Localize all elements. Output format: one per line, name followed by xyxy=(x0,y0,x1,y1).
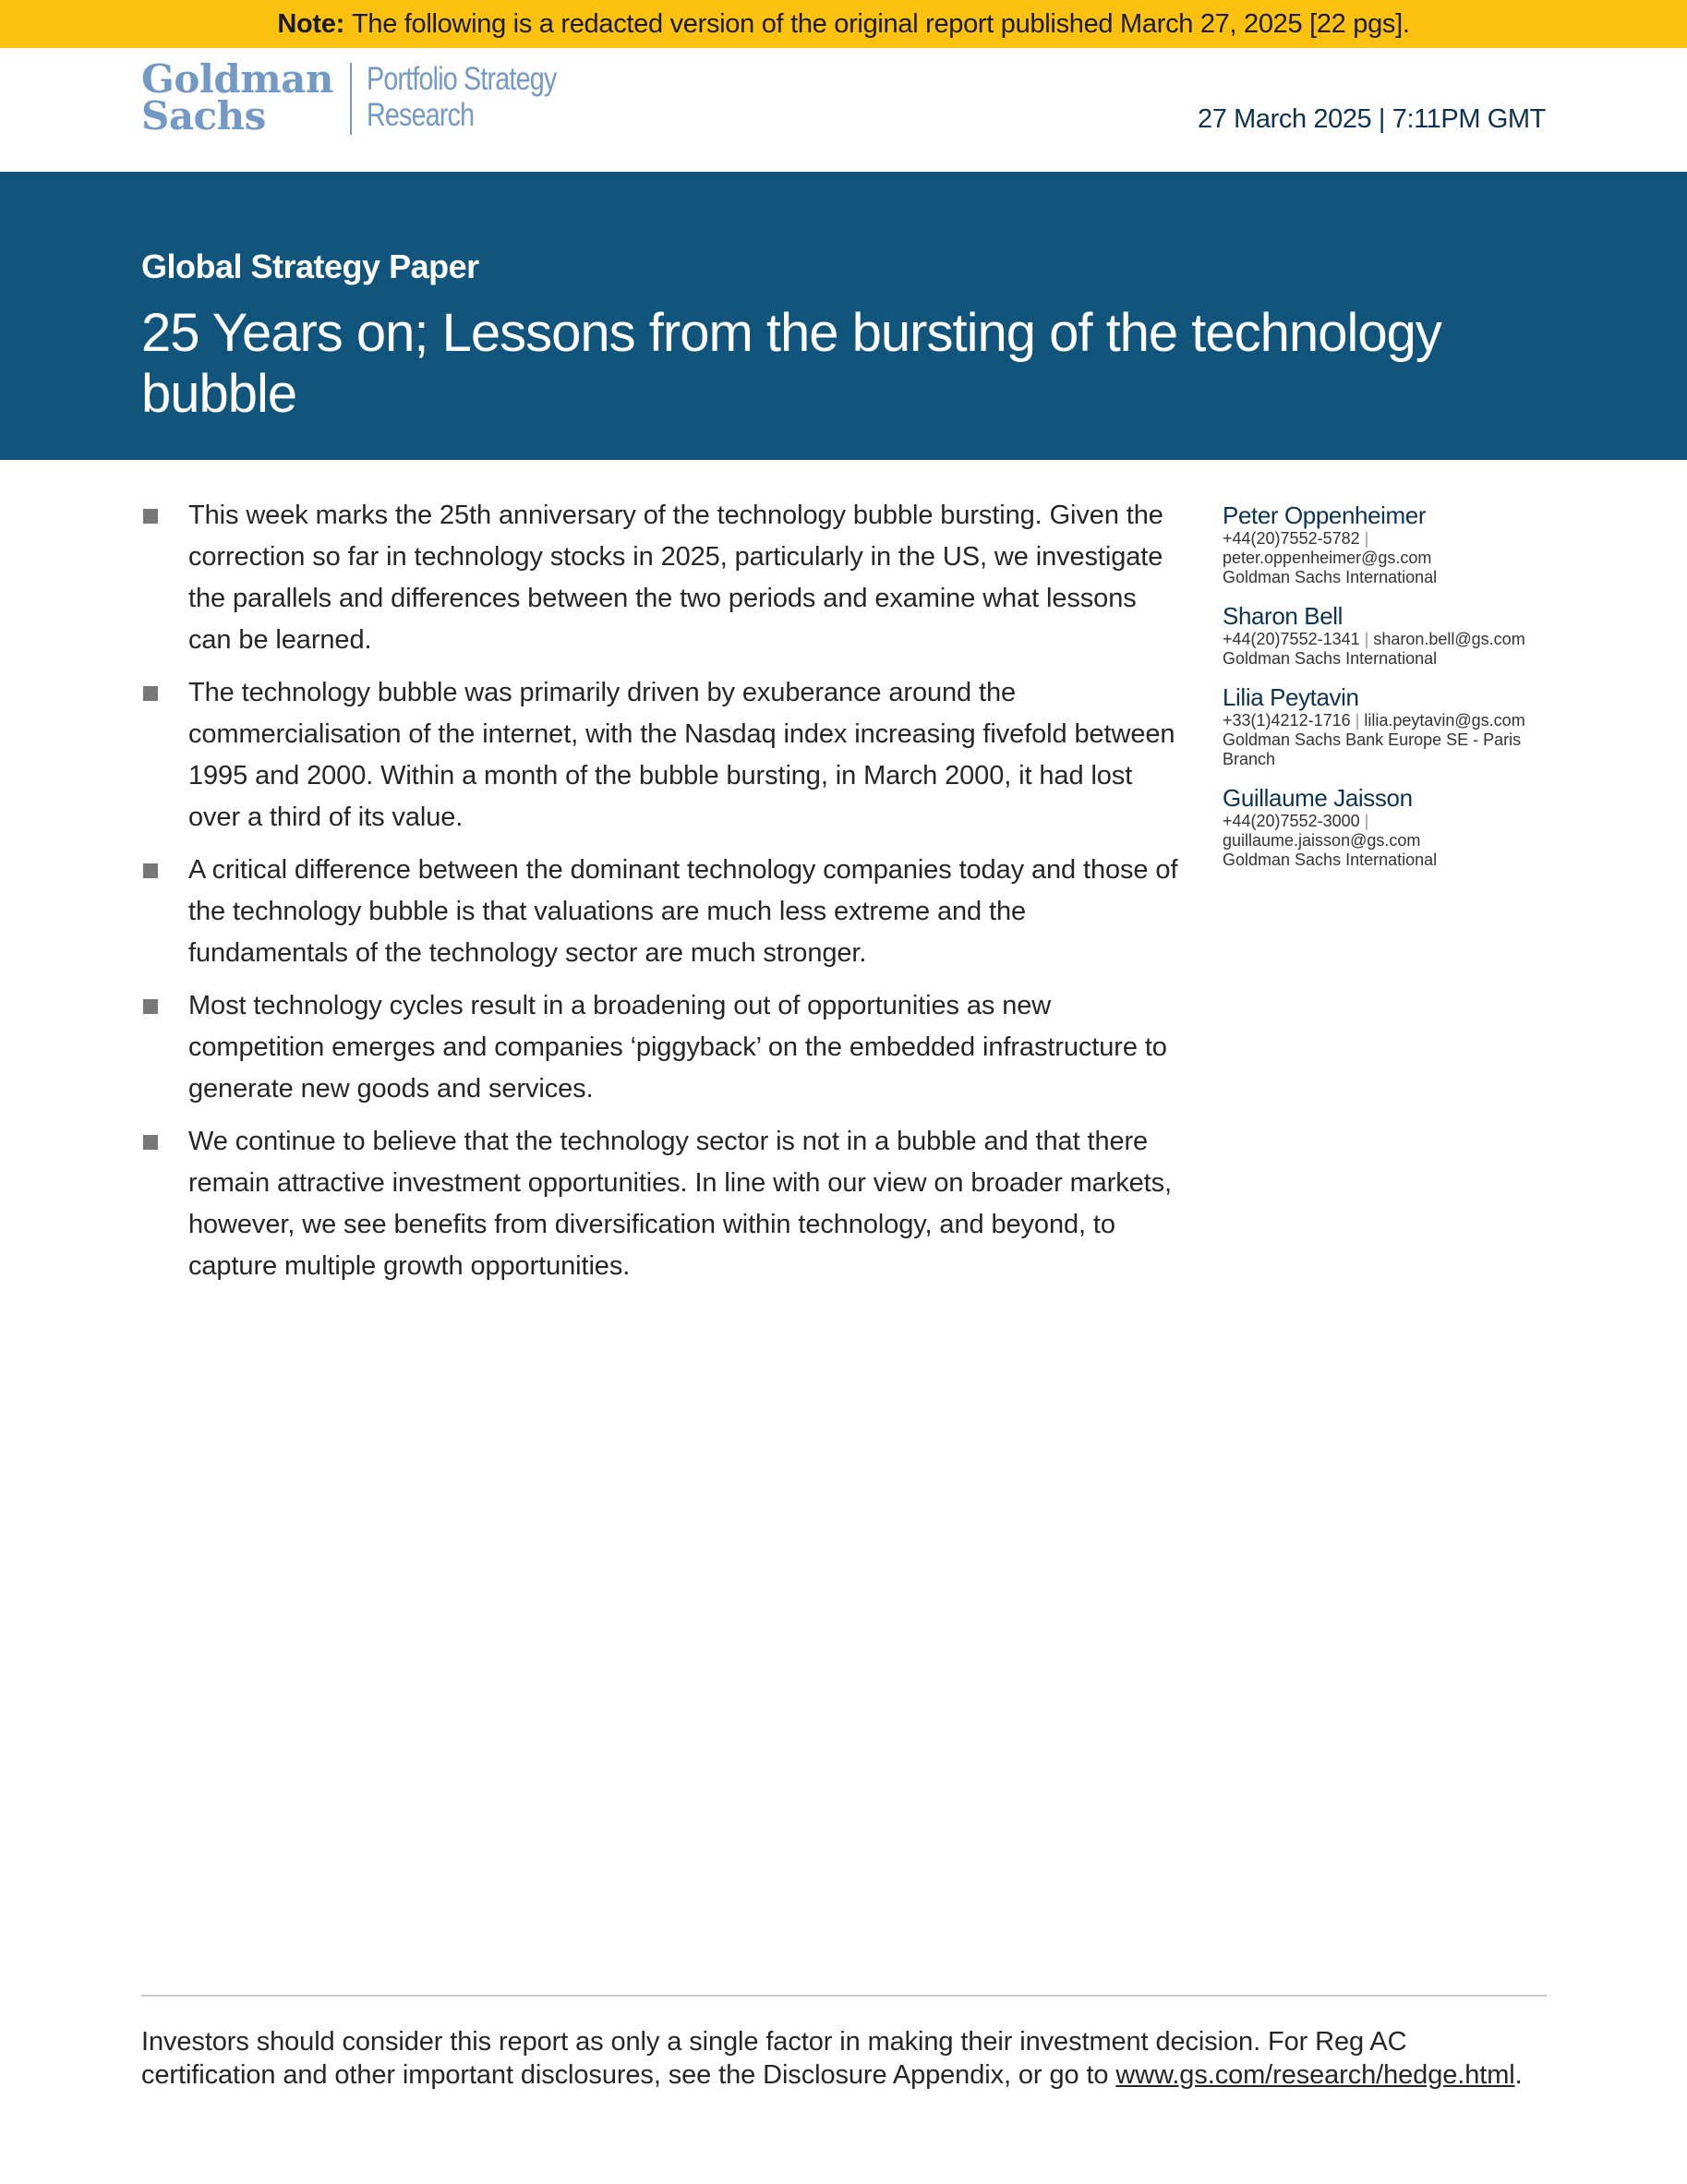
contact-separator: | xyxy=(1364,529,1369,548)
goldman-sachs-logo xyxy=(141,56,333,139)
author-entity: Goldman Sachs International xyxy=(1223,649,1438,668)
contact-separator: | xyxy=(1364,630,1369,648)
redaction-note-banner xyxy=(0,0,1687,48)
key-point xyxy=(141,495,1185,661)
author-name: Guillaume Jaisson xyxy=(1223,784,1413,812)
contact-separator: | xyxy=(1355,711,1360,730)
disclosure-text: Investors should consider this report as only a single factor in making their investment decision. For Reg AC certification and other important disclosures, see the Disclosure Appendix, or go to xyxy=(141,2027,1407,2090)
key-point-text: The technology bubble was primarily driven by exuberance around the commercialisation of the internet, with the Nasdaq index increasing fivefold between 1995 and 2000. Within a month of the bubble bursting, in March 2000, it had lost over a third of its value. xyxy=(188,678,1175,832)
key-point xyxy=(141,1121,1185,1287)
square-bullet-icon xyxy=(143,1135,158,1150)
author-phone: +44(20)7552-5782 xyxy=(1223,529,1360,548)
author-email[interactable]: guillaume.jaisson@gs.com xyxy=(1223,831,1421,850)
author-entity: Goldman Sachs Bank Europe SE - Paris Branch xyxy=(1223,730,1522,768)
masthead xyxy=(141,56,597,139)
note-label: Note: xyxy=(277,8,344,39)
key-point-text: We continue to believe that the technology sector is not in a bubble and that there remain attractive investment opportunities. In line with our view on broader markets, however, we see benefits from diversification within technology, and beyond, to capture multiple growth opportunities. xyxy=(188,1127,1172,1281)
author-email[interactable]: sharon.bell@gs.com xyxy=(1373,630,1525,648)
square-bullet-icon xyxy=(143,686,158,701)
author-contact xyxy=(1223,529,1555,549)
author-name: Sharon Bell xyxy=(1223,602,1344,630)
key-point-text: A critical difference between the dominant technology companies today and those of the technology bubble is that valuations are much less extreme and the fundamentals of the technology sector are much stronger. xyxy=(188,855,1178,968)
author-name: Peter Oppenheimer xyxy=(1223,501,1427,529)
key-point-text: This week marks the 25th anniversary of the technology bubble bursting. Given the correction so far in technology stocks in 2025, particularly in the US, we investigate the parallels and differences between the two periods and examine what lessons can be learned. xyxy=(188,501,1163,655)
author-phone: +44(20)7552-1341 xyxy=(1223,630,1360,648)
publish-datetime: 27 March 2025 | 7:11PM GMT xyxy=(1198,104,1546,134)
author-card xyxy=(1223,784,1555,870)
research-unit-name xyxy=(367,61,556,133)
key-point xyxy=(141,850,1185,974)
square-bullet-icon xyxy=(143,509,158,524)
disclosure-notice xyxy=(141,2025,1547,2092)
author-card xyxy=(1223,683,1555,769)
author-contact xyxy=(1223,630,1555,649)
author-list xyxy=(1223,501,1555,885)
logo-line-1: Goldman xyxy=(141,56,333,102)
logo-line-2: Sachs xyxy=(141,93,266,139)
key-point-text: Most technology cycles result in a broadening out of opportunities as new competition emerges and companies ‘piggyback’ on the embedded infrastructure to generate new goods and services. xyxy=(188,991,1167,1104)
contact-separator: | xyxy=(1364,812,1369,830)
author-name: Lilia Peytavin xyxy=(1223,683,1359,711)
footer-divider xyxy=(141,1995,1547,1997)
unit-line-1: Portfolio Strategy xyxy=(366,61,557,97)
author-phone: +44(20)7552-3000 xyxy=(1223,812,1360,830)
author-entity: Goldman Sachs International xyxy=(1223,568,1438,586)
key-points-list xyxy=(141,495,1185,1298)
key-point xyxy=(141,672,1185,839)
author-card xyxy=(1223,602,1555,669)
author-email[interactable]: lilia.peytavin@gs.com xyxy=(1364,711,1525,730)
unit-line-2: Research xyxy=(366,97,475,133)
series-label: Global Strategy Paper xyxy=(141,247,479,285)
author-phone: +33(1)4212-1716 xyxy=(1223,711,1351,730)
report-title: 25 Years on; Lessons from the bursting of the technology bubble xyxy=(141,303,1441,424)
key-point xyxy=(141,985,1185,1110)
logo-divider xyxy=(350,63,352,135)
disclosure-link[interactable]: www.gs.com/research/hedge.html xyxy=(1115,2060,1515,2090)
author-contact xyxy=(1223,812,1555,831)
square-bullet-icon xyxy=(143,999,158,1014)
author-entity: Goldman Sachs International xyxy=(1223,851,1438,869)
author-card xyxy=(1223,501,1555,587)
author-contact xyxy=(1223,711,1555,730)
author-email[interactable]: peter.oppenheimer@gs.com xyxy=(1223,549,1432,567)
disclosure-end: . xyxy=(1514,2060,1523,2090)
square-bullet-icon xyxy=(143,863,158,878)
note-text: The following is a redacted version of the original report published March 27, 2025 [22 pgs]. xyxy=(351,8,1410,39)
